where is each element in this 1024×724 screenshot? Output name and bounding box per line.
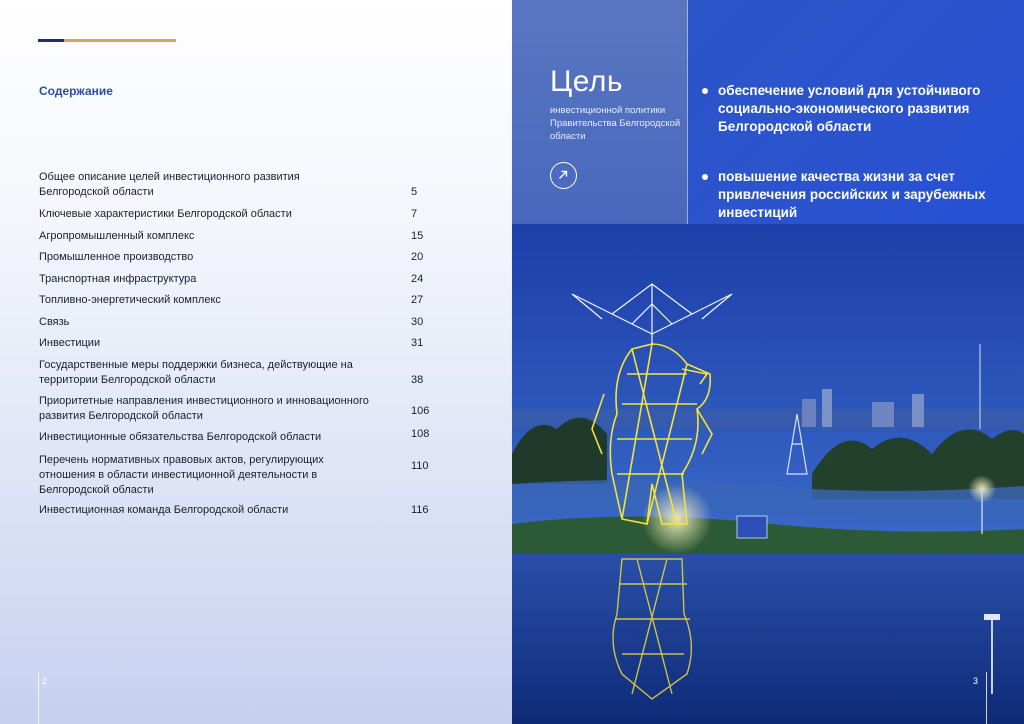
toc-item-page: 108 bbox=[411, 428, 430, 440]
goal-box bbox=[512, 0, 688, 224]
toc-item-title: Топливно-энергетический комплекс bbox=[39, 294, 221, 306]
toc-item-page: 116 bbox=[411, 504, 429, 516]
goal-bullet-text: повышение качества жизни за счет привлечения российских и зарубежных инвестиций bbox=[718, 169, 986, 220]
toc-item-title: Агропромышленный комплекс bbox=[39, 230, 195, 242]
accent-line bbox=[38, 39, 176, 42]
toc-item-page: 31 bbox=[411, 337, 424, 349]
toc-item-page: 38 bbox=[411, 374, 424, 386]
toc-item-page: 5 bbox=[411, 186, 418, 198]
toc-item-title: Транспортная инфраструктура bbox=[39, 273, 197, 285]
bullet-dot bbox=[702, 88, 708, 94]
toc-item-title: Перечень нормативных правовых актов, регулирующих отношения в области инвестиционной деятельности в Белгородской области bbox=[39, 454, 324, 496]
page-number: 2 bbox=[42, 676, 48, 686]
goal-bullet-text: обеспечение условий для устойчивого социально-экономического развития Белгородской области bbox=[718, 83, 981, 134]
page-number: 3 bbox=[973, 676, 979, 686]
toc-item-page: 15 bbox=[411, 230, 424, 242]
arrow-up-right-icon[interactable] bbox=[550, 162, 577, 189]
toc-item-title: Инвестиционная команда Белгородской области bbox=[39, 504, 289, 516]
toc-item-title: Общее описание целей инвестиционного развития Белгородской области bbox=[39, 171, 300, 198]
toc-item-title: Ключевые характеристики Белгородской области bbox=[39, 208, 292, 220]
toc-item-page: 30 bbox=[411, 316, 424, 328]
toc-item-title: Государственные меры поддержки бизнеса, действующие на территории Белгородской области bbox=[39, 359, 353, 386]
goal-subtitle: инвестиционной политики Правительства Белгородской области bbox=[550, 105, 681, 142]
accent-line-gold bbox=[64, 39, 176, 42]
toc-item-page: 7 bbox=[411, 208, 418, 220]
page-rule bbox=[986, 672, 987, 724]
right-page bbox=[512, 0, 1024, 724]
goal-title: Цель bbox=[550, 65, 624, 98]
toc-item-title: Промышленное производство bbox=[39, 251, 194, 263]
toc-item-title: Инвестиционные обязательства Белгородской области bbox=[39, 431, 322, 443]
toc-item-page: 106 bbox=[411, 405, 430, 417]
bear-sculpture-photo bbox=[512, 224, 1024, 724]
toc-item-title: Приоритетные направления инвестиционного и инновационного развития Белгородской области bbox=[39, 395, 369, 422]
accent-line-dark bbox=[38, 39, 64, 42]
bullet-dot bbox=[702, 174, 708, 180]
toc-item-page: 20 bbox=[411, 251, 424, 263]
page-rule bbox=[38, 672, 39, 724]
toc-item-page: 24 bbox=[411, 273, 424, 285]
toc-item-title: Инвестиции bbox=[39, 337, 101, 349]
toc-item-page: 27 bbox=[411, 294, 424, 306]
toc-heading: Содержание bbox=[39, 84, 113, 98]
toc-item-page: 110 bbox=[411, 460, 429, 472]
toc-item-title: Связь bbox=[39, 316, 70, 328]
panel-divider bbox=[687, 0, 688, 224]
